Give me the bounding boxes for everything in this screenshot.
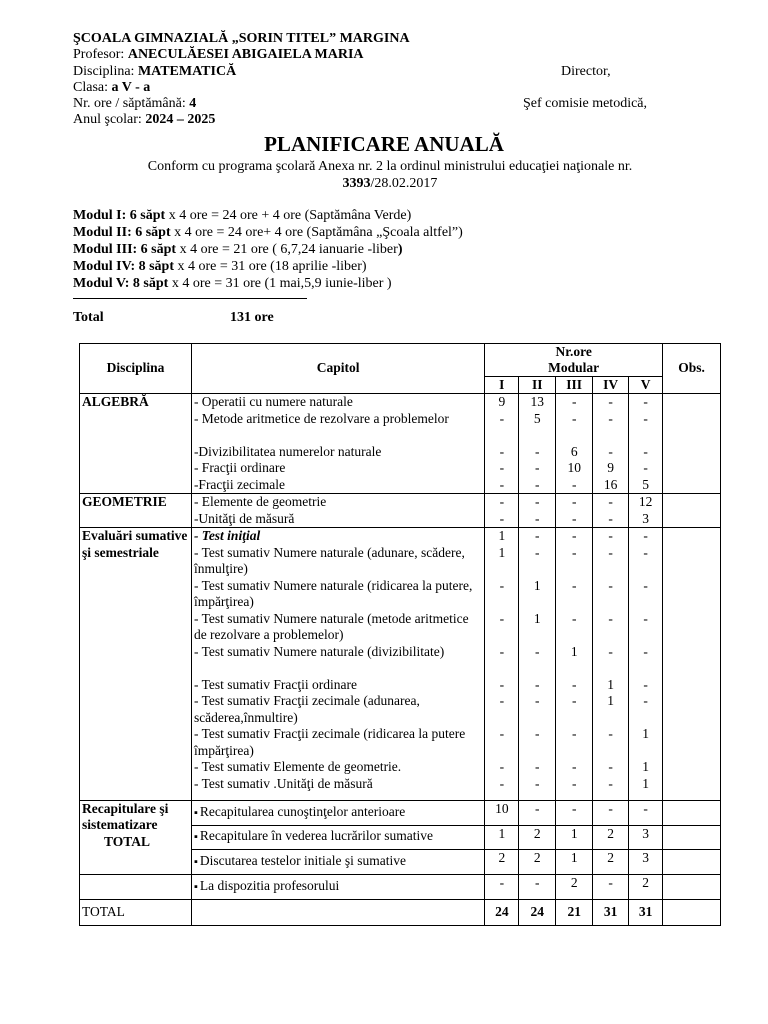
sef-comisie-label: Şef comisie metodică, [523,96,648,112]
module-cell [519,394,556,494]
profesor-line [73,47,713,63]
clasa-line [73,80,713,96]
hours-value: - [499,693,505,708]
chapter-text: ▪ Recapitularea cunoştinţelor anterioare [194,804,405,819]
an-scolar-line [73,112,713,128]
profesor-label: Profesor: [73,47,128,63]
chapter-item: - Test sumativ Numere naturale (metode aritmetice de rezolvare a problemelor) [193,610,469,642]
hours-value: - [643,676,648,692]
modules-list [73,207,713,292]
hours-value: 1 [485,825,519,849]
module-cell [485,528,519,801]
hours-value: - [571,726,577,741]
hours-value: 1 [498,544,506,560]
hours-value: - [571,476,577,492]
header-module: V [629,376,663,394]
header-modular-text: Modular [548,360,600,375]
module-cell [485,394,519,494]
hours-value: - [643,643,648,659]
module-label: Modul III: 6 săpt [73,242,177,257]
hours-value: - [535,693,540,708]
module-label: Modul II: 6 săpt [73,225,171,240]
total-value: 21 [556,899,593,925]
module-line [73,207,713,224]
hours-value: - [593,800,629,825]
subtitle-text: Conform cu programa şcolară Anexa nr. 2 la ordinul ministrului educaţiei naţionale nr. [147,159,633,174]
hours-value: - [499,643,505,659]
obs-cell [663,874,721,899]
module-label: Modul V: 8 săpt [73,276,169,291]
hours-value: - [643,577,648,593]
hours-value: - [499,410,505,426]
hours-value: - [608,410,613,426]
hours-value: - [499,726,505,741]
module-label: Modul I: 6 săpt [73,208,166,223]
chapter-item: - Test sumativ Fracţii zecimale (ridicarea la putere împărţirea) [193,726,466,758]
disciplina-value: MATEMATICĂ [137,63,237,79]
hours-value: - [643,443,648,459]
hours-value: - [535,759,540,774]
hours-value: 1 [642,775,649,791]
hours-value: - [535,460,540,475]
hours-value: - [535,643,540,659]
hours-value: 1 [533,610,541,626]
total-value: 31 [629,899,663,925]
hours-value: - [519,800,556,825]
total-row-label: TOTAL [80,899,192,925]
discipline-name: GEOMETRIE [80,494,192,528]
hours-value: 1 [533,577,541,593]
chapter-item: - Fracţii ordinare [193,460,286,475]
chapter-item [191,874,484,899]
hours-value: - [519,874,556,899]
page-title: PLANIFICARE ANUALĂ [264,132,504,156]
total-hours [73,310,274,326]
chapter-item: -Fracţii zecimale [193,476,286,492]
chapter-item: - Test sumativ Elemente de geometrie. [193,759,402,774]
module-cell [556,394,593,494]
obs-cell [663,528,721,801]
table-row-evaluari [80,528,721,801]
module-cell [485,494,519,528]
ordin-date: /28.02.2017 [370,176,438,191]
chapter-item: - Test sumativ Fracţii ordinare [193,676,357,692]
obs-cell [663,899,721,925]
chapter-item: - Elemente de geometrie [193,494,327,509]
total-value: 131 ore [230,310,274,325]
hours-value: 10 [485,800,519,825]
hours-value: - [571,693,577,708]
hours-value: 2 [519,849,556,874]
chapter-item: - Operatii cu numere naturale [193,394,353,409]
total-label: Total [73,310,104,325]
hours-value: - [571,494,577,509]
header-module: I [485,376,519,394]
hours-value: - [499,676,505,692]
discipline-name: ALGEBRĂ [80,394,192,494]
module-cell [629,494,663,528]
module-line [73,241,713,258]
module-text: x 4 ore = 21 ore ( 6,7,24 ianuarie -liber [176,242,398,257]
chapter-item: - Test sumativ Numere naturale (ridicarea la putere, împărţirea) [193,577,473,609]
hours-value: - [535,443,540,459]
hours-value: 1 [498,528,506,543]
hours-value: 9 [607,460,614,475]
module-cell [593,394,629,494]
table-row-recap [80,800,721,825]
hours-value: 10 [567,460,581,475]
chapter-item [191,849,484,874]
an-scolar-value: 2024 – 2025 [145,112,216,128]
hours-value: 2 [519,825,556,849]
hours-value: - [608,394,613,409]
hours-value: 1 [642,726,649,741]
hours-value: - [608,494,613,509]
school-name: ŞCOALA GIMNAZIALĂ „SORIN TITEL” MARGINA [73,31,410,46]
hours-value: - [535,676,540,692]
empty-cell [191,899,484,925]
module-text: x 4 ore = 24 ore + 4 ore (Saptămâna Verde) [165,208,412,223]
module-text: x 4 ore = 31 ore (18 aprilie -liber) [174,259,367,274]
recap-name: Recapitulare şi sistematizare [82,800,169,832]
hours-value: 1 [556,849,593,874]
hours-value: - [556,800,593,825]
hours-value: - [485,874,519,899]
module-text: x 4 ore = 24 ore+ 4 ore (Saptămâna „Şcoala altfel”) [170,225,463,240]
header-module: IV [593,376,629,394]
chapter-list [191,394,484,494]
hours-value: - [499,476,505,492]
chapter-item [191,825,484,849]
table-row-recap [80,874,721,899]
hours-value: - [499,460,505,475]
hours-value: 1 [570,643,578,659]
disciplina-line [73,64,713,80]
hours-value: - [608,610,613,626]
hours-value: - [643,610,648,626]
chapter-item: -Unităţi de măsură [193,510,295,526]
hours-value: 1 [607,676,614,692]
header-module: III [556,376,593,394]
module-line [73,258,713,275]
header-nr-ore-text: Nr.ore [555,344,592,359]
module-cell [629,528,663,801]
hours-value: - [535,528,540,543]
hours-value: - [499,510,505,526]
hours-value: - [608,577,613,593]
hours-value: - [643,394,648,409]
planning-table [79,343,721,926]
module-line [73,275,713,292]
hours-value: - [643,528,648,543]
obs-cell [663,800,721,825]
separator-line [73,298,307,299]
hours-value: - [608,528,613,543]
hours-value: - [608,443,613,459]
header-obs: Obs. [663,344,721,394]
hours-value: 9 [498,394,506,409]
hours-value: 2 [556,874,593,899]
hours-value: - [608,544,613,560]
hours-value: 2 [629,874,663,899]
hours-value: - [608,510,613,526]
hours-value: - [571,676,577,692]
chapter-item: - Test sumativ Fracţii zecimale (adunarea, scăderea,înmultire) [193,693,420,725]
hours-value: - [499,759,505,774]
module-cell [593,494,629,528]
chapter-text: ▪ Recapitulare în vederea lucrărilor sumative [194,828,433,843]
discipline-name: Evaluări sumative şi semestriale [80,528,192,801]
chapter-item: - Test sumativ Numere naturale (adunare, scădere, înmulţire) [193,544,465,576]
hours-value: - [608,759,613,774]
obs-cell [663,394,721,494]
header-module: II [519,376,556,394]
hours-value: - [593,874,629,899]
header-disciplina: Disciplina [80,344,192,394]
chapter-item: -Divizibilitatea numerelor naturale [193,443,382,459]
hours-value: - [571,410,577,426]
header-nr-ore [485,344,663,377]
hours-value: 2 [485,849,519,874]
empty-cell [80,874,192,899]
obs-cell [663,494,721,528]
hours-value: - [643,544,648,560]
table-row-total [80,899,721,925]
hours-value: 1 [556,825,593,849]
module-cell [519,494,556,528]
hours-value: 3 [642,510,649,526]
hours-value: - [608,775,613,791]
hours-value: - [608,726,613,741]
hours-value: - [571,510,577,526]
hours-value: - [629,800,663,825]
hours-value: 16 [603,476,618,492]
obs-cell [663,825,721,849]
clasa-value: a V - a [111,79,151,95]
hours-value: - [499,577,505,593]
hours-value: 1 [642,759,649,774]
hours-value: - [535,726,540,741]
hours-value: - [499,494,505,509]
hours-value: - [535,476,540,492]
hours-value: - [643,410,648,426]
hours-value: - [571,610,577,626]
discipline-name [80,800,192,874]
obs-cell [663,849,721,874]
chapter-text: ▪ Discutarea testelor initiale şi sumative [194,853,406,868]
hours-value: - [535,494,540,509]
header-capitol: Capitol [191,344,484,394]
chapter-list [191,528,484,801]
hours-value: - [571,775,577,791]
chapter-list [191,494,484,528]
hours-value: - [643,460,648,475]
hours-value: - [499,443,505,459]
subtitle [110,158,670,192]
hours-value: 13 [530,394,544,409]
chapter-item: - Test sumativ Numere naturale (divizibilitate) [193,643,445,659]
module-cell [519,528,556,801]
total-value: 31 [593,899,629,925]
chapter-item: - Test iniţial [193,528,261,543]
module-cell [556,494,593,528]
hours-value: 12 [638,494,653,509]
hours-value: 3 [629,825,663,849]
profesor-name: ANECULĂESEI ABIGAIELA MARIA [127,47,364,63]
clasa-label: Clasa: [73,79,112,95]
nr-ore-line [73,96,713,112]
nr-ore-label: Nr. ore / săptămână: [73,96,190,112]
total-value: 24 [485,899,519,925]
module-label: Modul IV: 8 săpt [73,259,175,274]
chapter-text: ▪ La dispozitia profesorului [194,878,339,893]
recap-total-label: TOTAL [104,833,151,849]
hours-value: - [643,693,648,708]
chapter-item [191,800,484,825]
hours-value: 3 [629,849,663,874]
nr-ore-value: 4 [189,96,197,112]
hours-value: 1 [607,693,614,708]
hours-value: 5 [642,476,649,492]
module-line [73,224,713,241]
hours-value: - [535,544,540,560]
module-cell [629,394,663,494]
director-label: Director, [561,63,611,79]
hours-value: - [499,610,505,626]
ordin-number: 3393 [342,176,371,191]
document-header [73,31,713,129]
table-row-algebra [80,394,721,494]
table-row-geometrie [80,494,721,528]
hours-value: - [571,544,577,560]
module-tail: ) [397,242,403,257]
chapter-item: - Test sumativ .Unităţi de măsură [193,775,373,791]
hours-value: - [571,577,577,593]
module-text: x 4 ore = 31 ore (1 mai,5,9 iunie-liber ) [168,276,392,291]
hours-value: - [571,528,577,543]
hours-value: - [608,643,613,659]
hours-value: 2 [593,825,629,849]
total-value: 24 [519,899,556,925]
hours-value: 5 [533,410,541,426]
an-scolar-label: Anul şcolar: [73,112,146,128]
hours-value: 2 [593,849,629,874]
disciplina-label: Disciplina: [73,63,138,79]
hours-value: - [499,775,505,791]
hours-value: - [535,775,540,791]
chapter-item: - Metode aritmetice de rezolvare a problemelor [193,410,449,426]
module-cell [593,528,629,801]
hours-value: - [571,394,577,409]
hours-value: - [535,510,540,526]
hours-value: 6 [570,443,578,459]
module-cell [556,528,593,801]
hours-value: - [571,759,577,774]
